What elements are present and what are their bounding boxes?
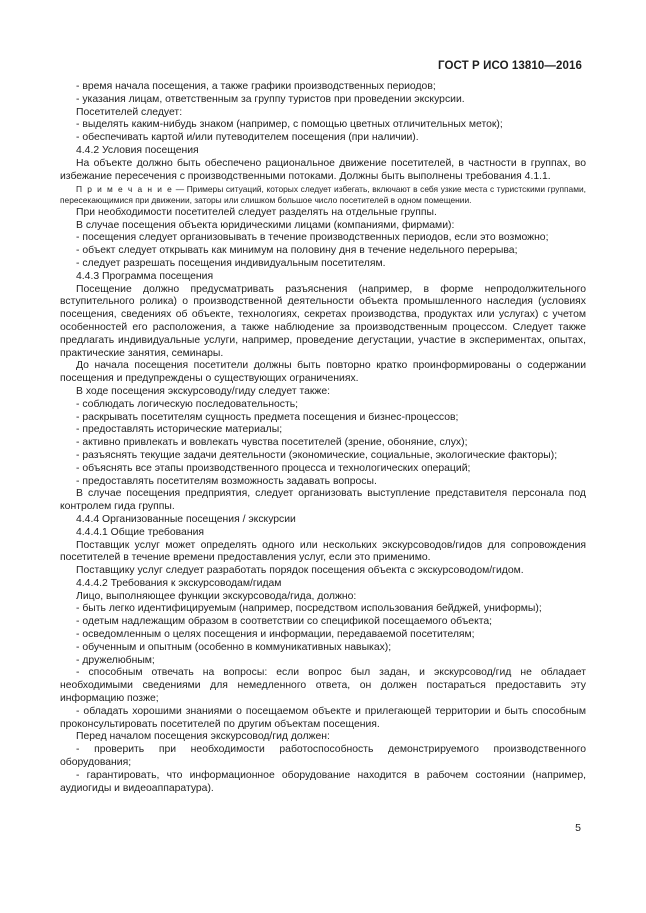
- section-heading: 4.4.2 Условия посещения: [76, 144, 199, 156]
- body-paragraph: - следует разрешать посещения индивидуальным посетителям.: [76, 257, 386, 269]
- body-paragraph: - предоставлять посетителям возможность задавать вопросы.: [76, 475, 377, 487]
- body-paragraph: В случае посещения объекта юридическими лицами (компаниями, фирмами):: [76, 219, 455, 231]
- body-paragraph: - гарантировать, что информационное оборудование находится в рабочем состоянии (например, аудиогиды и видеоаппаратура).: [60, 769, 586, 794]
- document-body: [60, 81, 586, 795]
- page-number: 5: [575, 822, 581, 834]
- body-paragraph: - активно привлекать и вовлекать чувства посетителей (зрение, обоняние, слух);: [76, 437, 468, 449]
- body-paragraph: - время начала посещения, а также графики производственных периодов;: [76, 81, 436, 92]
- body-paragraph: - указания лицам, ответственным за группу туристов при проведении экскурсии.: [76, 93, 465, 105]
- body-paragraph: Посетителей следует:: [76, 106, 183, 118]
- body-paragraph: Поставщик услуг может определять одного или нескольких экскурсоводов/гидов для сопровождения посетителей в течение времени предоставления услуг, если это применимо.: [60, 539, 586, 564]
- body-paragraph: - обученным и опытным (особенно в коммуникативных навыках);: [76, 641, 392, 653]
- body-paragraph: На объекте должно быть обеспечено рациональное движение посетителей, в частности в группах, во избежание пересечения с производственными потоками. Должны быть выполнены требования 4.1.1.: [60, 157, 586, 182]
- note-label: П р и м е ч а н и е: [76, 183, 174, 194]
- body-paragraph: В ходе посещения экскурсоводу/гиду следует также:: [76, 385, 331, 397]
- body-paragraph: - обладать хорошими знаниями о посещаемом объекте и прилегающей территории и быть способным проконсультировать посетителей по другим объектам посещения.: [60, 705, 586, 730]
- body-paragraph: В случае посещения предприятия, следует организовать выступление представителя персонала под контролем гида группы.: [60, 488, 586, 513]
- body-paragraph: - быть легко идентифицируемым (например, посредством использования бейджей, униформы);: [76, 603, 542, 615]
- section-heading: 4.4.4.2 Требования к экскурсоводам/гидам: [76, 577, 282, 589]
- section-heading: 4.4.3 Программа посещения: [76, 270, 214, 282]
- note-text: — Примеры ситуаций, которых следует избегать, включают в себя узкие места с туристскими группами, пересекающимися при движении, заторы или слишком большое число посетителей в одном помещении.: [60, 183, 586, 206]
- standard-header: ГОСТ Р ИСО 13810—2016: [437, 60, 582, 72]
- body-paragraph: - предоставлять исторические материалы;: [76, 424, 283, 436]
- body-paragraph: - одетым надлежащим образом в соответствии со спецификой посещаемого объекта;: [76, 616, 493, 628]
- body-paragraph: До начала посещения посетители должны быть повторно кратко проинформированы о содержании посещения и предупреждены о существующих ограничениях.: [60, 360, 586, 385]
- section-heading: 4.4.4 Организованные посещения / экскурсии: [76, 513, 296, 525]
- body-paragraph: При необходимости посетителей следует разделять на отдельные группы.: [76, 206, 437, 218]
- section-heading: 4.4.4.1 Общие требования: [76, 526, 204, 538]
- body-paragraph: Лицо, выполняющее функции экскурсовода/гида, должно:: [76, 590, 357, 602]
- note-paragraph: [60, 183, 586, 206]
- body-paragraph: - осведомленным о целях посещения и информации, передаваемой посетителям;: [76, 629, 475, 641]
- body-paragraph: Поставщику услуг следует разработать порядок посещения объекта с экскурсоводом/гидом.: [76, 565, 524, 577]
- body-paragraph: - объяснять все этапы производственного процесса и технологических операций;: [76, 462, 471, 474]
- body-paragraph: Перед началом посещения экскурсовод/гид должен:: [76, 731, 330, 743]
- body-paragraph: - раскрывать посетителям сущность предмета посещения и бизнес-процессов;: [76, 411, 459, 423]
- body-paragraph: - разъяснять текущие задачи деятельности (экономические, социальные, экологические факторы);: [76, 449, 558, 461]
- body-paragraph: - проверить при необходимости работоспособность демонстрируемого производственного оборудования;: [60, 744, 586, 769]
- body-paragraph: - дружелюбным;: [76, 654, 155, 666]
- body-paragraph: - обеспечивать картой и/или путеводителем посещения (при наличии).: [76, 132, 419, 144]
- body-paragraph: Посещение должно предусматривать разъяснения (например, в форме непродолжительного вступительного ролика) о производственной деятельности объекта промышленного наследия (условиях посещения, сведениях об объекте, технологиях, секретах производства, продуктах или услугах) с учетом особенностей его расположения, а также наблюдение за производственным процессом. Следует также предлагать индивидуальные услуги, например, проведение дегустации, участие в экспериментах, опытах, практические занятия, семинары.: [60, 283, 586, 359]
- body-paragraph: - посещения следует организовывать в течение производственных периодов, если это возможно;: [76, 232, 549, 244]
- body-paragraph: - способным отвечать на вопросы: если вопрос был задан, и экскурсовод/гид не обладает необходимыми сведениями для немедленного ответа, он должен постараться предоставить эту информацию позже;: [60, 667, 586, 705]
- body-paragraph: - соблюдать логическую последовательность;: [76, 398, 299, 410]
- body-paragraph: - объект следует открывать как минимум на половину дня в течение недельного перерыва;: [76, 245, 518, 257]
- body-paragraph: - выделять каким-нибудь знаком (например, с помощью цветных отличительных меток);: [76, 119, 503, 131]
